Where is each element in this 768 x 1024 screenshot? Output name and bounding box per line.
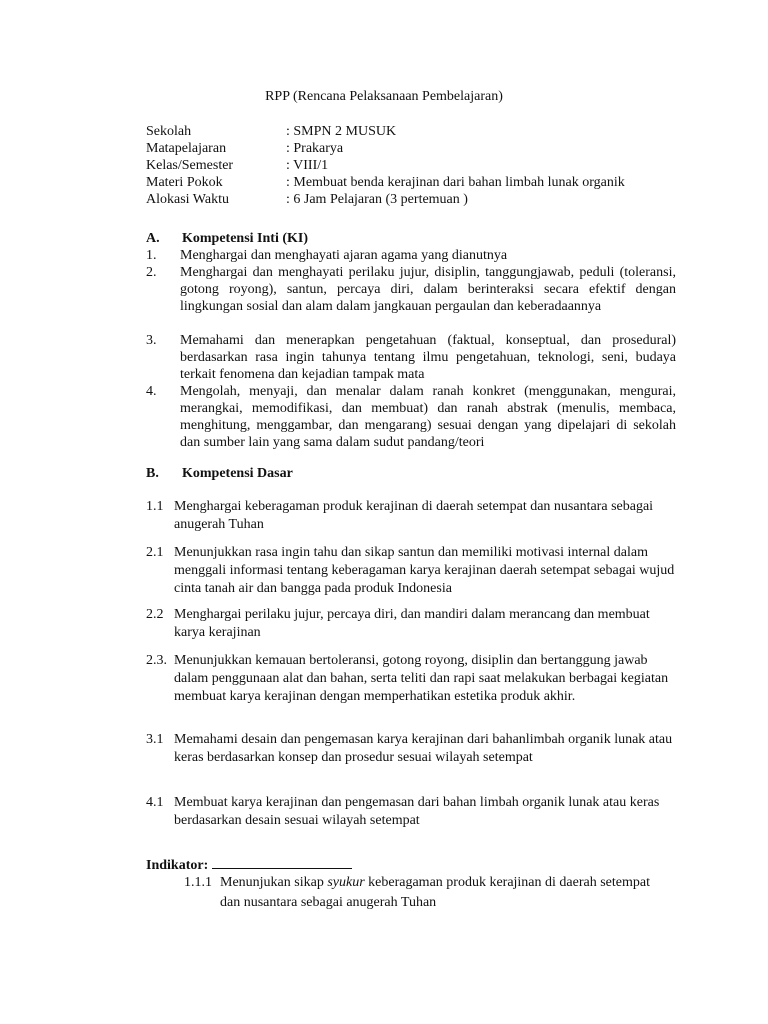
info-value: : Prakarya [286,141,344,156]
kd-item [146,652,676,706]
ki-item [146,247,676,264]
kd-text: Menghargai keberagaman produk kerajinan di daerah setempat dan nusantara sebagai anugerah Tuhan [174,499,654,532]
info-value: : SMPN 2 MUSUK [286,124,397,139]
indikator-heading [146,855,352,874]
indikator-label: Indikator: [146,858,209,873]
info-value: : Membuat benda kerajinan dari bahan limbah lunak organik [286,175,625,190]
kd-number: 2.1 [146,545,164,560]
info-label: Sekolah [146,124,192,139]
ki-text: Memahami dan menerapkan pengetahuan (faktual, konseptual, dan prosedural) berdasarkan rasa ingin tahunya tentang ilmu pengetahuan, teknologi, seni, budaya terkait fenomena dan kejadian tampak mata [180,333,676,382]
info-value: : 6 Jam Pelajaran (3 pertemuan ) [286,192,468,207]
ki-text: Menghargai dan menghayati perilaku jujur, disiplin, tanggungjawab, peduli (toleransi, gotong royong), santun, percaya diri, dalam berinteraksi secara efektif dengan lingkungan sosial dan alam dalam jangkauan pergaulan dan keberadaannya [180,265,676,314]
section-title: Kompetensi Inti (KI) [182,231,308,246]
kd-item [146,794,676,830]
kd-item [146,498,676,534]
ki-text: Mengolah, menyaji, dan menalar dalam ranah konkret (menggunakan, mengurai, merangkai, memodifikasi, dan membuat) dan ranah abstrak (menulis, membaca, menghitung, menggambar, dan mengarang) sesuai dengan yang dipelajari di sekolah dan sumber lain yang sama dalam sudut pandang/teori [180,384,676,450]
kd-number: 3.1 [146,732,164,747]
kd-item [146,731,676,767]
ki-text: Menghargai dan menghayati ajaran agama yang dianutnya [180,248,508,263]
ki-number: 1. [146,248,157,263]
info-label: Matapelajaran [146,141,227,156]
document-title: RPP (Rencana Pelaksanaan Pembelajaran) [265,89,503,104]
kd-number: 4.1 [146,795,164,810]
indikator-blank-line [212,855,352,869]
indikator-text [220,873,664,913]
ki-number: 2. [146,265,157,280]
kd-text: Menunjukkan kemauan bertoleransi, gotong royong, disiplin dan bertanggung jawab dalam penggunaan alat dan bahan, serta teliti dan rapi saat melakukan berbagai kegiatan membuat karya kerajinan dengan memperhatikan estetika produk akhir. [174,653,669,704]
section-title: Kompetensi Dasar [182,466,293,481]
info-label: Alokasi Waktu [146,192,229,207]
kd-text: Menghargai perilaku jujur, percaya diri, dan mandiri dalam merancang dan membuat karya kerajinan [174,607,650,640]
kd-number: 1.1 [146,499,164,514]
info-label: Materi Pokok [146,175,223,190]
indikator-text-pre: Menunjukan sikap [220,875,328,890]
kd-item [146,544,676,598]
ki-number: 3. [146,333,157,348]
ki-item [146,264,676,315]
indikator-text-emphasis: syukur [327,875,365,890]
kd-text: Memahami desain dan pengemasan karya kerajinan dari bahanlimbah organik lunak atau keras berdasarkan konsep dan prosedur sesuai wilayah setempat [174,732,673,765]
kd-number: 2.3. [146,653,167,668]
indikator-text-post: keberagaman produk kerajinan di daerah setempat dan nusantara sebagai anugerah Tuhan [220,875,650,910]
section-letter: A. [146,231,160,246]
kd-number: 2.2 [146,607,164,622]
section-letter: B. [146,466,159,481]
kd-text: Menunjukkan rasa ingin tahu dan sikap santun dan memiliki motivasi internal dalam menggali informasi tentang keberagaman karya kerajinan daerah setempat sebagai wujud cinta tanah air dan bangga pada produk Indonesia [174,545,675,596]
info-label: Kelas/Semester [146,158,234,173]
kd-item [146,606,676,642]
ki-number: 4. [146,384,157,399]
info-value: : VIII/1 [286,158,329,173]
indikator-item [184,873,664,913]
kd-text: Membuat karya kerajinan dan pengemasan dari bahan limbah organik lunak atau keras berdasarkan desain sesuai wilayah setempat [174,795,660,828]
indikator-number: 1.1.1 [184,875,212,890]
ki-item [146,332,676,383]
ki-item [146,383,676,451]
